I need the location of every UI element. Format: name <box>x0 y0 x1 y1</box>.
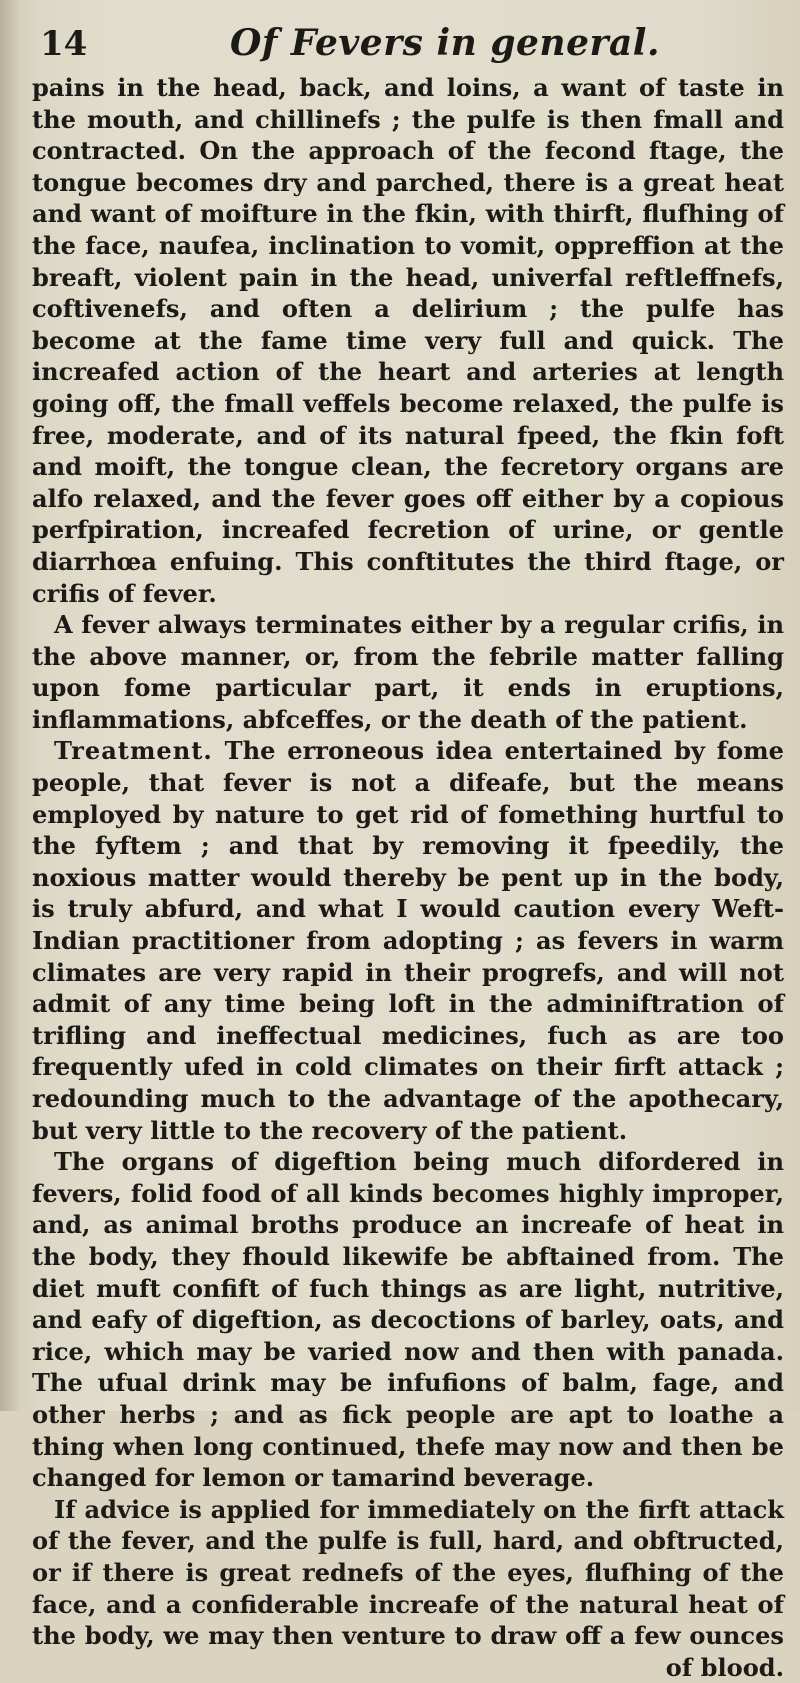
paragraph-diet: The organs of digeftion being much difordered in fevers, folid food of all kinds becomes highly improper, and, as animal broths produce an increafe of heat in the body, they fhould likewife be abftained from. The diet muft confift of fuch things as are light, nutritive, and eafy of digeftion, as decoctions of barley, oats, and rice, which may be varied now and then with panada. The ufual drink may be infufions of balm, fage, and other herbs ; and as fick people are apt to loathe a thing when long continued, thefe may now and then be changed for lemon or tamarind beverage. <box>32 1147 784 1493</box>
running-head: Of Fevers in general. <box>230 22 661 64</box>
paragraph-bleeding: If advice is applied for immediately on the firft attack of the fever, and the pulfe is full, hard, and obftructed, or if there is great rednefs of the eyes, flufhing of the face, and a confiderable increafe of the natural heat of the body, we may then venture to draw off a few ounces of blood. <box>32 1494 784 1682</box>
section-heading-treatment: Treatment. <box>54 736 213 766</box>
paragraph-treatment <box>32 735 784 1146</box>
page-number: 14 <box>40 24 88 64</box>
paragraph-treatment-text: The erroneous idea entertained by fome people, that fever is not a difeafe, but the means employed by nature to get rid of fomething hurtful to the fyftem ; and that by removing it fpeedily, the noxious matter would thereby be pent up in the body, is truly abfurd, and what I would caution every Weft-Indian practitioner from adopting ; as fevers in warm climates are very rapid in their progrefs, and will not admit of any time being loft in the adminiftration of trifling and ineffectual medicines, fuch as are too frequently ufed in cold climates on their firft attack ; redounding much to the advantage of the apothecary, but very little to the recovery of the patient. <box>32 736 785 1145</box>
body-text <box>32 72 784 1683</box>
page-binding-edge <box>0 0 18 1411</box>
paragraph-symptoms: pains in the head, back, and loins, a want of taste in the mouth, and chillinefs ; the pulfe is then fmall and contracted. On the approach of the fecond ftage, the tongue becomes dry and parched, there is a great heat and want of moifture in the fkin, with thirft, flufhing of the face, naufea, inclination to vomit, oppreffion at the breaft, violent pain in the head, univerfal reftleffnefs, coftivenefs, and often a delirium ; the pulfe has become at the fame time very full and quick. The increafed action of the heart and arteries at length going off, the fmall veffels become relaxed, the pulfe is free, moderate, and of its natural fpeed, the fkin foft and moift, the tongue clean, the fecretory organs are alfo relaxed, and the fever goes off either by a copious perfpiration, increafed fecretion of urine, or gentle diarrhœa enfuing. This conftitutes the third ftage, or crifis of fever. <box>32 73 784 608</box>
paragraph-termination: A fever always terminates either by a regular crifis, in the above manner, or, from the febrile matter falling upon fome particular part, it ends in eruptions, inflammations, abfceffes, or the death of the patient. <box>32 610 784 734</box>
page-header <box>40 18 780 78</box>
